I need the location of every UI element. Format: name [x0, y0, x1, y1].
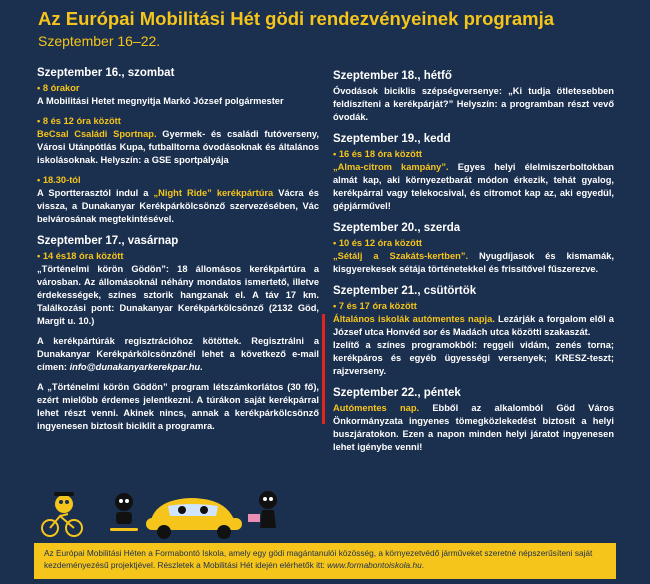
day-heading: Szeptember 20., szerda	[333, 222, 461, 234]
page-title: Az Európai Mobilitási Hét gödi rendezvényeinek programja	[38, 8, 555, 29]
car-character-icon	[146, 498, 242, 539]
website-link[interactable]: www.formabontoiskola.hu	[327, 560, 422, 570]
event-text: Izelítő a színes programokból: reggeli vidám, zenés torna; kerékpáros és egyéb ügyességi versenyek; KRESZ-teszt; rajzverseny.	[333, 340, 614, 376]
event-text: Általános iskolák autómentes napja. Lezárják a forgalom elől a József utca Honvéd sor és Madách utca közötti szakaszát.	[333, 314, 614, 337]
time-label: • 8 órakor	[37, 83, 80, 93]
skater-character-icon	[110, 493, 138, 531]
time-label: • 18.30-tól	[37, 175, 81, 185]
day-heading: Szeptember 18., hétfő	[333, 70, 452, 82]
illustration	[40, 470, 290, 540]
event-name: BeCsal Családi Sportnap.	[37, 129, 157, 139]
day-heading: Szeptember 16., szombat	[37, 67, 175, 79]
event-name: „Alma-citrom kampány”.	[333, 162, 449, 172]
time-label: • 8 és 12 óra között	[37, 116, 121, 126]
event-text: A kerékpártúrák regisztrációhoz kötöttek. Regisztrálni a Dunakanyar Kerékpárkölcsönzőnél lehet a következő e-mail címen: info@dunakanyarkerekpar.hu.	[37, 336, 319, 372]
event-text: Óvodások biciklis szépségversenye: „Ki tudja ötletesebben feldíszíteni a kerékpárját?” Helyszín: a programban részt vevő óvodák.	[333, 86, 614, 122]
event-text: „Történelmi körön Gödön”: 18 állomásos kerékpártúra a városban. Az állomásoknál néhány mondatos ismertető, illetve érdekességek, színes sztorik hangzanak el. A táv 17 km. Találkozási pont: Dunakanyar Kerékpárkölcsönző (2132 Göd, Margit u. 10.)	[37, 264, 319, 326]
day-heading: Szeptember 21., csütörtök	[333, 285, 477, 297]
left-column	[37, 66, 319, 433]
event-text: „Alma-citrom kampány”. Egyes helyi élelmiszerboltokban almát kap, aki környezetbarát módon érkezik, tehát gyalog, kerékpárral vagy telekocsival, és citromot kap az, aki egyedül, gépjárművel!	[333, 162, 614, 211]
time-label: • 10 és 12 óra között	[333, 238, 423, 248]
event-name: „Night Ride” kerékpártúra	[153, 188, 274, 198]
day-heading: Szeptember 17., vasárnap	[37, 235, 179, 247]
time-label: • 7 és 17 óra között	[333, 301, 417, 311]
email-link[interactable]: info@dunakanyarkerekpar.hu	[69, 362, 201, 372]
time-label: • 16 és 18 óra között	[333, 149, 423, 159]
event-text: Autómentes nap. Ebből az alkalomból Göd Város Önkormányzata ingyenes tömegközlekedést biztosít a helyi buszjáratokon. Ezen a napon minden helyi járatot ingyenesen lehet igénybe venni!	[333, 403, 614, 452]
highlight-bar	[322, 314, 325, 424]
event-text: „Sétálj a Szakáts-kertben”. Nyugdíjasok és kismamák, kisgyerekesek sétája történetekkel és frissítővel fűszerezve.	[333, 251, 614, 274]
footer-note: Az Európai Mobilitási Héten a Formabontó Iskola, amely egy gödi magántanulói közösség, a környezetvédő járműveket szeretné népszerűsíteni saját kezdeményezésű projektjével. Részletek a Mobilitási Hét idején elérhetők itt: www.formabontoiskola.hu.	[34, 543, 616, 579]
page-subtitle: Szeptember 16–22.	[38, 33, 161, 49]
right-column	[333, 69, 614, 454]
day-heading: Szeptember 19., kedd	[333, 133, 451, 145]
bicycle-character-icon	[42, 492, 82, 536]
time-label: • 14 és18 óra között	[37, 251, 124, 261]
event-name: Autómentes nap.	[333, 403, 420, 413]
event-name: Általános iskolák autómentes napja.	[333, 314, 495, 324]
day-heading: Szeptember 22., péntek	[333, 387, 461, 399]
event-text: A Sportterasztól indul a „Night Ride” kerékpártúra Vácra és vissza, a Dunakanyar Kerékpárkölcsönző szervezésében, Vác belvárosának megtekintésével.	[37, 188, 319, 224]
event-name: „Sétálj a Szakáts-kertben”.	[333, 251, 469, 261]
walker-character-icon	[248, 491, 277, 528]
event-text: A Mobilitási Hetet megnyitja Markó József polgármester	[37, 96, 284, 106]
event-text: BeCsal Családi Sportnap. Gyermek- és családi futóverseny, Városi Utánpótlás Kupa, futballtorna óvodásoknak és általános iskolásoknak. Helyszín: a GSE sportpályája	[37, 129, 319, 165]
event-text: A „Történelmi körön Gödön” program létszámkorlátos (30 fő), ezért mielőbb érdemes jelentkezni. A túrákon saját kerékpárral lehet részt venni. Akinek nincs, annak a kerékpárkölcsönző ingyenesen biztosít biciklit a programra.	[37, 382, 319, 431]
